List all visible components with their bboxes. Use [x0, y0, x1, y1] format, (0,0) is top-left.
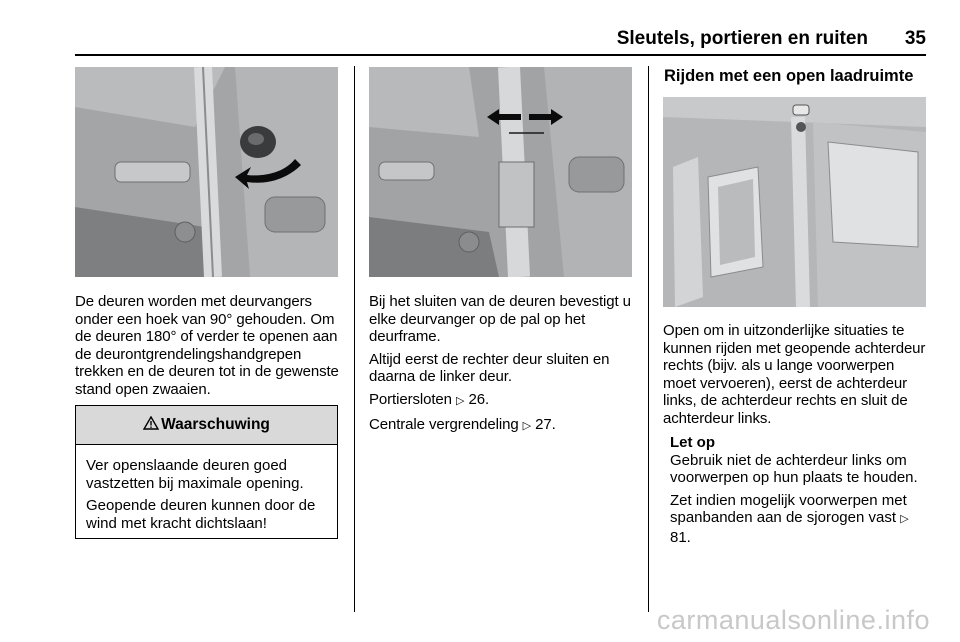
page-header-title: Sleutels, portieren en ruiten [616, 28, 868, 49]
door-catch-paragraph [75, 293, 343, 404]
note-text-1: Gebruik niet de achterdeur links om voorwerpen op hun plaats te houden. [670, 451, 918, 487]
door-catch-closing-illustration [369, 67, 632, 277]
warning-body [76, 445, 337, 532]
open-cargo-paragraph [663, 322, 931, 433]
door-catch-illustration [75, 67, 338, 277]
closing-instructions [369, 293, 637, 440]
reference-page: 27. [535, 415, 556, 433]
reference-arrow-icon: ▷ [900, 513, 909, 526]
reference-page: 26. [468, 390, 490, 408]
page-number: 35 [904, 28, 926, 49]
paragraph-text: De deuren worden met deurvangers onder een hoek van 90° gehouden. Om de deuren 180° of verder te openen aan de deurontgrendelingshandgrepen trekken en de deuren tot in de gewenste stand open zwaaien. [75, 293, 339, 398]
closing-text-1: Bij het sluiten van de deuren bevestigt u elke deurvanger op de pal op het deurframe. [369, 293, 631, 346]
warning-box [75, 405, 338, 539]
reference-arrow-icon: ▷ [522, 419, 532, 432]
column-divider-1 [354, 66, 355, 612]
warning-triangle-icon [143, 416, 159, 435]
cargo-area-illustration [663, 97, 926, 307]
reference-door-locks [369, 391, 637, 411]
warning-title: Waarschuwing [161, 416, 270, 433]
warning-header [76, 406, 337, 445]
note-box [670, 434, 930, 552]
reference-label: Centrale vergrendeling [369, 415, 519, 433]
note-text-2-body: Zet indien mogelijk voorwerpen met spanbanden aan de sjorogen vast [670, 491, 907, 527]
reference-central-locking [369, 416, 637, 436]
warning-text-1: Ver openslaande deuren goed vastzetten bij maximale opening. [86, 457, 304, 492]
header-rule [75, 54, 926, 56]
closing-text-2: Altijd eerst de rechter deur sluiten en daarna de linker deur. [369, 350, 610, 386]
reference-page: 81. [670, 528, 691, 546]
column-divider-2 [648, 66, 649, 612]
reference-label: Portiersloten [369, 390, 452, 408]
reference-arrow-icon: ▷ [456, 394, 465, 407]
note-title: Let op [670, 434, 715, 451]
note-text-2 [670, 492, 930, 547]
section-heading: Rijden met een open laadruimte [664, 67, 914, 85]
paragraph-text: Open om in uitzonderlijke situaties te kunnen rijden met geopende achterdeur rechts (bijv. als u lange voorwerpen moet vervoeren), eerst de achterdeur links, de achterdeur rechts en sluit de achterdeur links. [663, 322, 926, 427]
watermark: carmanualsonline.info [656, 605, 930, 635]
warning-text-2: Geopende deuren kunnen door de wind met kracht dichtslaan! [86, 497, 316, 532]
